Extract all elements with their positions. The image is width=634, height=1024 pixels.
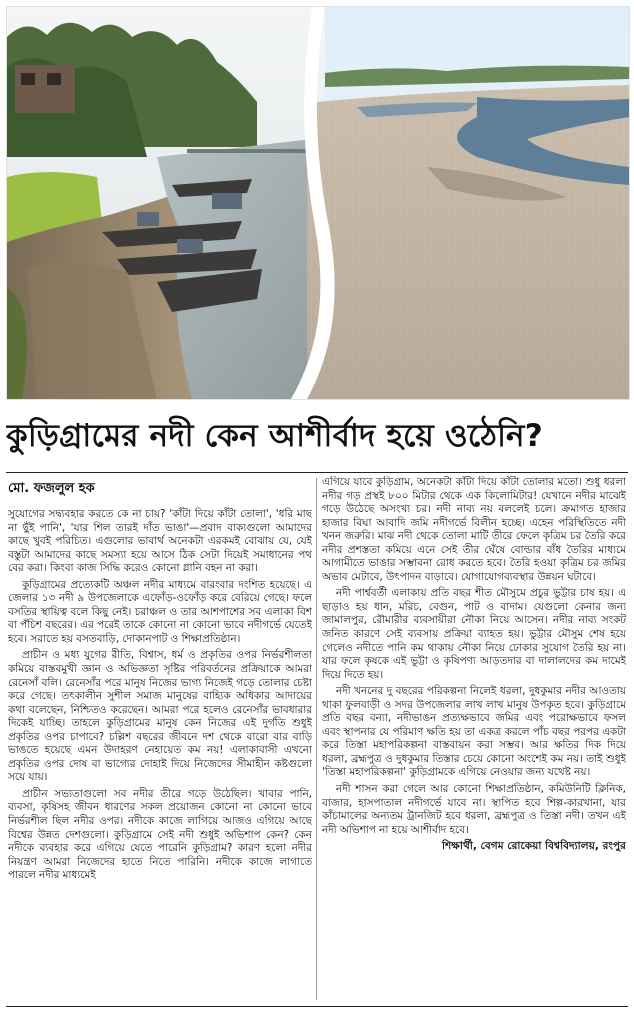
article-column-right bbox=[322, 476, 626, 1004]
headline-rule bbox=[6, 472, 628, 473]
footer-rule bbox=[6, 1006, 628, 1007]
headline: কুড়িগ্রামের নদী কেন আশীর্বাদ হয়ে ওঠেনি? bbox=[6, 418, 543, 454]
paragraph: এগিয়ে যাবে কুড়িগ্রাম, অনেকটা কাঁটা দিয়ে কাঁটা তোলার মতো। শুধু ধরলা নদীর গড় প্রস্থই ৮০০ মিটার থেকে এক কিলোমিটার! যেখানে নদীর মাঝেই গড়ে উঠেছে অসংখ্য চর। নদী নাব্য নয় বললেই চলে। ক্রমাগত হাজার হাজার বিঘা আবাদি জমি নদীগর্ভে বিলীন হচ্ছে। এহেন পরিস্থিতিতে নদী খনন জরুরি। মাঝ নদী থেকে তোলা মাটি তীরে ফেলে কৃত্রিম চর তৈরি করে নদীর প্রশস্ততা কমিয়ে এনে সেই তীর ঘেঁষে বোল্ডার বাঁধ তৈরির মাধ্যমে আগামীতে ভাঙার সম্ভাবনা রোধ করতে হবে। তৈরি হওয়া কৃত্রিম চর জমির অভাব মেটাবে, উৎপাদন বাড়াবে। যোগাযোগব্যবস্থার উন্নয়ন ঘটাবে। bbox=[322, 476, 626, 583]
paragraph: কুড়িগ্রামের প্রত্যেকটি অঞ্চল নদীর মাধ্যমে বারংবার দংশিত হয়েছে। এ জেলার ১৩ নদী ৯ উপজেলাকে এফোঁড়-ওফোঁড় করে বেরিয়ে গেছে। ফলে বসতির স্থায়িত্ব বলে কিছু নেই। চরাঞ্চল ও তার আশপাশের সব এলাকা বিশ বা পঁচিশ বছরের। এর পরেই তাকে কোনো না কোনো ভাবে নদীগর্ভে যেতেই হবে। সরাতে হয় বসতবাড়ি, দোকানপাট ও শিক্ষাপ্রতিষ্ঠান। bbox=[8, 578, 312, 645]
paragraph: প্রাচীন ও মধ্য যুগের রীতি, বিশ্বাস, ধর্ম ও প্রকৃতির ওপর নির্ভরশীলতা কমিয়ে বাস্তবমুখী জ্ঞান ও অভিজ্ঞতা সৃষ্টির পরিবর্তনের প্রক্রিয়াকে আমরা রেনেসাঁ বলি। রেনেসাঁর পরে মানুষ নিজের ভাগ্য নিজেই গড়ে তোলার চেষ্টা করে গেছে। তৎকালীন সুশীল সমাজ মানুষের বাহ্যিক অধিকার আদায়ের কথা বলেছেন, নিশ্চিতও করেছেন। আমরা পরে হলেও রেনেসাঁর ভাবধারার দিকেই যাচ্ছি। তাহলে কুড়িগ্রামের মানুষ কেন নিজের এই দুর্গতি শুধুই প্রকৃতির ওপর চাপাবে? চল্লিশ বছরের জীবনে দশ থেকে বারো বার বাড়ি ভাঙতে হয়েছে এমন উদাহরণ নেহায়েত কম নয়! এলাকাবাসী এখনো প্রকৃতির ওপর দোষ বা ভাগ্যের দোহাই দিয়ে নিজেদের সীমাহীন কষ্টগুলো সয়ে যায়। bbox=[8, 649, 312, 784]
article-column-left bbox=[8, 476, 312, 1004]
byline: মো. ফজলুল হক bbox=[8, 481, 95, 496]
paragraph: নদী পার্শ্ববর্তী এলাকায় প্রতি বছর শীত মৌসুমে প্রচুর ভুট্টার চাষ হয়। এ ছাড়াও হয় ধান, মরিচ, বেগুন, পাট ও বাদাম। যেগুলো কেনার জন্য জামালপুর, রৌমারীর ব্যবসায়ীরা নৌকা নিয়ে আসেন। নদীর নাব্য সংকট জনিত কারণে সেই ব্যবসায় প্রক্রিয়া ব্যাহত হয়। ভুট্টার মৌসুম শেষ হয়ে গেলেও নদীতে পানি কম থাকায় নৌকা নিয়ে ঢোকার সুযোগ তৈরি হয় না। যার ফলে কৃষকে এই ভুট্টা ও কৃষিপণ্য আড়তদার বা দালালদের কম দামেই দিয়ে দিতে হয়। bbox=[322, 587, 626, 681]
author-affiliation: শিক্ষার্থী, বেগম রোকেয়া বিশ্ববিদ্যালয়, রংপুর bbox=[442, 840, 626, 853]
paragraph: সুযোগের সদ্ব্যবহার করতে কে না চায়? 'কাঁটা দিয়ে কাঁটা তোলা', 'ধরি মাছ না ছুঁই পানি', 'যার শিল তারই দাঁত ভাঙা'—প্রবাদ বাক্যগুলো আমাদের কাছে খুবই পরিচিত। এগুলোর ভাবার্থ অনেকটা এরকমই বোঝায় যে, যেই বস্তুটা আমাদের কাছে সমস্যা হয়ে আসে ঠিক সেটা দিয়েই সমাধানের পথ বের করা। কিংবা কাজ সিদ্ধি করেও কোনো গ্লানি বহন না করা। bbox=[8, 508, 312, 575]
paragraph: প্রাচীন সভ্যতাগুলো সব নদীর তীরে গড়ে উঠেছিল। খাবার পানি, ব্যবসা, কৃষিসহ জীবন ধারণের সকল প্রয়োজন কোনো না কোনো ভাবে নির্ভরশীল ছিল নদীর ওপর। নদীকে কাজে লাগিয়ে আজও এগিয়ে আছে বিশ্বের উন্নত দেশগুলো। কুড়িগ্রামে সেই নদী শুধুই অভিশাপ কেন? কেন নদীকে ব্যবহার করে এগিয়ে যেতে পারেনি কুড়িগ্রাম? কারণ হলো নদীর নিয়ন্ত্রণ আমরা নিজেদের হাতে নিতে পারিনি। নদীকে কাজে লাগাতে পারলে নদীর মাধ্যমেই bbox=[8, 787, 312, 882]
river-photo-illustration bbox=[7, 7, 629, 399]
paragraph: নদী খননের দু বছরের পরিকল্পনা নিলেই ধরলা, দুধকুমার নদীর আওতায় থাকা ফুলবাড়ী ও সদর উপজেলার লাখ লাখ মানুষ উপকৃত হবে। কুড়িগ্রামে প্রতি বছর বন্যা, নদীভাঙন প্রত্যক্ষভাবে জমির এবং পরোক্ষভাবে ফসল এবং স্থাপনার যে পরিমাণ ক্ষতি হয় তা একত্র করলে পাঁচ বছর পরপর একটা করে তিস্তা মহাপরিকল্পনা বাস্তবায়ন করা সম্ভব। আর ক্ষতির দিক দিয়ে ধরলা, ব্রহ্মপুত্র ও দুধকুমার তিস্তার চেয়ে কোনো অংশেই কম নয়। তাই শুধুই 'তিস্তা মহাপরিকল্পনা' কুড়িগ্রামকে এগিয়ে নেওয়ার জন্য যথেষ্ট নয়। bbox=[322, 685, 626, 779]
column-divider bbox=[316, 478, 317, 1000]
paragraph: নদী শাসন করা গেলে আর কোনো শিক্ষাপ্রতিষ্ঠান, কমিউনিটি ক্লিনিক, বাজার, হাসপাতাল নদীগর্ভে যাবে না। স্থাপিত হবে শিল্প-কারখানা, যার কাঁচামালের অন্যতম ট্রানজিট হবে ধরলা, ব্রহ্মপুত্র ও তিস্তা নদী। তখন এই নদী অভিশাপ না হয়ে আশীর্বাদ হবে। bbox=[322, 783, 626, 836]
river-photo bbox=[6, 6, 630, 400]
